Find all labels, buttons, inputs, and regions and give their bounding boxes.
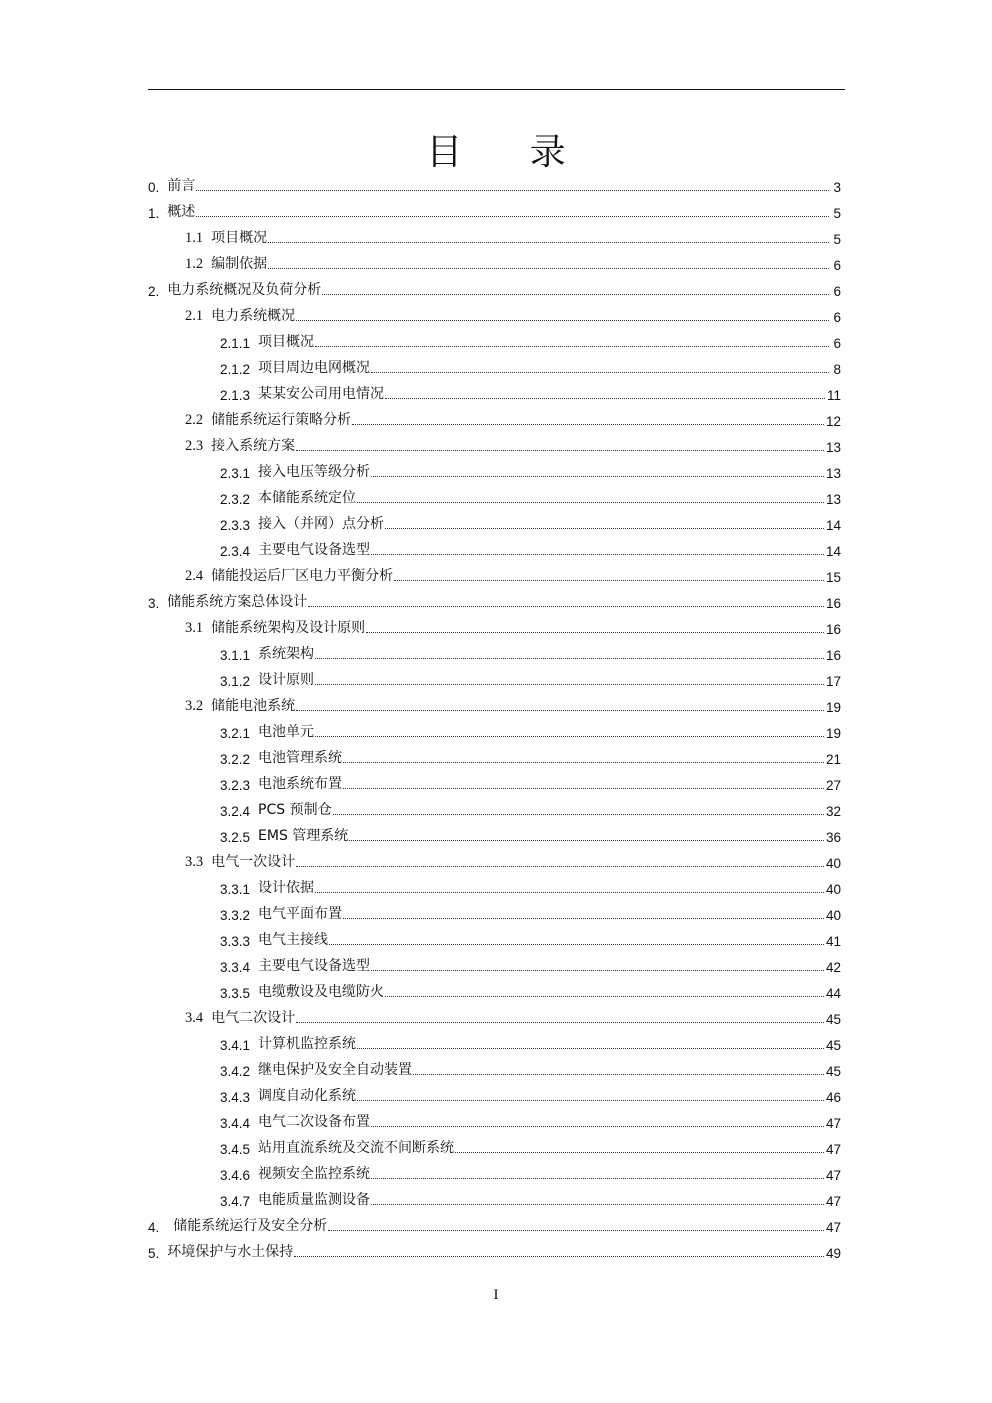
toc-entry[interactable]: [148, 793, 841, 819]
toc-entry[interactable]: [148, 1105, 841, 1131]
toc-entry-number: 2.1: [185, 308, 204, 324]
toc-entry-label: 设计原则: [258, 672, 315, 688]
toc-entry-number: 3.2.5: [220, 830, 251, 845]
toc-entry[interactable]: [148, 195, 841, 221]
toc-entry-label: 接入系统方案: [211, 438, 296, 454]
toc-entry-label: 电气主接线: [258, 932, 329, 948]
toc-entry-label: 项目概况: [211, 230, 268, 246]
toc-entry-leader: [349, 840, 824, 841]
toc-entry-page: 21: [825, 752, 841, 767]
toc-entry-page: 19: [825, 726, 841, 741]
toc-entry-leader: [315, 658, 824, 659]
toc-entry-page: 41: [825, 934, 841, 949]
toc-entry-page: 47: [825, 1168, 841, 1183]
toc-entry-label: 储能系统方案总体设计: [167, 594, 308, 610]
toc-entry-page: 40: [825, 908, 841, 923]
toc-entry-leader: [315, 346, 829, 347]
toc-entry-leader: [296, 1022, 824, 1023]
toc-entry-number: 2.4: [185, 568, 204, 584]
toc-entry-leader: [357, 1048, 824, 1049]
toc-entry-page: 17: [825, 674, 841, 689]
toc-entry-label: 本储能系统定位: [258, 490, 357, 506]
toc-entry-label: EMS 管理系统: [258, 828, 349, 844]
toc-entry-page: 27: [825, 778, 841, 793]
toc-entry[interactable]: [148, 767, 841, 793]
toc-entry[interactable]: [148, 845, 841, 871]
toc-entry-label: 某某安公司用电情况: [258, 386, 385, 402]
toc-entry-number: 1.2: [185, 256, 204, 272]
toc-entry[interactable]: [148, 559, 841, 585]
toc-entry-page: 11: [826, 388, 841, 403]
toc-entry-leader: [322, 294, 829, 295]
toc-entry-number: 2.2: [185, 412, 204, 428]
toc-entry-page: 40: [825, 856, 841, 871]
toc-entry-leader: [385, 398, 825, 399]
toc-entry-leader: [455, 1152, 824, 1153]
toc-entry-page: 42: [825, 960, 841, 975]
toc-entry-page: 49: [825, 1246, 841, 1261]
toc-entry-label: 电气一次设计: [211, 854, 296, 870]
toc-entry-page: 45: [825, 1012, 841, 1027]
toc-entry-leader: [413, 1074, 824, 1075]
toc-entry-leader: [294, 1256, 824, 1257]
toc-entry-page: 8: [833, 362, 841, 377]
toc-entry-number: 2.1.1: [220, 336, 251, 351]
toc-entry-leader: [343, 788, 824, 789]
toc-entry-number: 0.: [148, 180, 160, 195]
toc-entry-page: 36: [825, 830, 841, 845]
toc-entry[interactable]: [148, 741, 841, 767]
toc-entry-page: 6: [833, 284, 841, 299]
toc-entry-label: 调度自动化系统: [258, 1088, 357, 1104]
toc-entry-number: 3.1.1: [220, 648, 251, 663]
toc-entry-leader: [333, 814, 824, 815]
toc-entry-page: 44: [825, 986, 841, 1001]
toc-entry-leader: [268, 268, 829, 269]
footer-page-number: I: [493, 1287, 499, 1303]
toc-entry-label: PCS 预制仓: [258, 802, 332, 818]
toc-entry[interactable]: [148, 1183, 841, 1209]
toc-entry[interactable]: [148, 975, 841, 1001]
toc-entry[interactable]: [148, 247, 841, 273]
table-of-contents: [148, 169, 841, 1261]
toc-entry-page: 13: [825, 492, 841, 507]
toc-entry[interactable]: [148, 949, 841, 975]
toc-entry-leader: [385, 996, 824, 997]
toc-entry-label: 概述: [167, 204, 196, 220]
toc-entry-label: 项目概况: [258, 334, 315, 350]
toc-entry-leader: [371, 1178, 824, 1179]
toc-entry-number: 3.2.4: [220, 804, 251, 819]
toc-entry-page: 14: [825, 518, 841, 533]
toc-entry-number: 1.: [148, 206, 160, 221]
toc-entry-label: 接入（并网）点分析: [258, 516, 385, 532]
toc-entry-leader: [343, 918, 824, 919]
toc-entry[interactable]: [148, 1235, 841, 1261]
toc-entry-leader: [357, 1100, 824, 1101]
toc-entry-page: 16: [825, 648, 841, 663]
toc-entry-leader: [296, 710, 824, 711]
toc-entry-label: 电力系统概况及负荷分析: [167, 282, 322, 298]
toc-entry-label: 储能系统架构及设计原则: [211, 620, 366, 636]
toc-entry-label: 储能电池系统: [211, 698, 296, 714]
toc-entry-number: 3.1: [185, 620, 204, 636]
toc-entry-label: 编制依据: [211, 256, 268, 272]
toc-entry-label: 储能系统运行及安全分析: [173, 1218, 328, 1234]
toc-entry-label: 电气平面布置: [258, 906, 343, 922]
toc-entry-label: 前言: [167, 178, 196, 194]
toc-entry-number: 3.2: [185, 698, 204, 714]
toc-entry-page: 5: [833, 232, 841, 247]
toc-entry-page: 13: [825, 440, 841, 455]
toc-entry-number: 2.3.4: [220, 544, 251, 559]
toc-entry-number: 3.2.2: [220, 752, 251, 767]
toc-entry-number: 3.4.5: [220, 1142, 251, 1157]
toc-entry-leader: [315, 736, 824, 737]
toc-entry[interactable]: [148, 455, 841, 481]
toc-entry-label: 系统架构: [258, 646, 315, 662]
toc-entry[interactable]: [148, 611, 841, 637]
toc-entry-page: 15: [825, 570, 841, 585]
header-rule: [148, 89, 845, 90]
toc-entry-number: 2.3: [185, 438, 204, 454]
toc-entry-leader: [296, 320, 829, 321]
toc-entry-label: 电池系统布置: [258, 776, 343, 792]
toc-entry-label: 视频安全监控系统: [258, 1166, 371, 1182]
toc-entry-number: 3.3.1: [220, 882, 251, 897]
toc-entry-leader: [352, 424, 824, 425]
toc-entry-number: 3.2.1: [220, 726, 251, 741]
toc-entry-number: 3.3.5: [220, 986, 251, 1001]
toc-entry-leader: [296, 450, 824, 451]
toc-entry-page: 14: [825, 544, 841, 559]
toc-entry-page: 47: [825, 1220, 841, 1235]
toc-entry-leader: [385, 528, 824, 529]
toc-entry-number: 2.3.2: [220, 492, 251, 507]
toc-entry[interactable]: [148, 1079, 841, 1105]
toc-entry-label: 接入电压等级分析: [258, 464, 371, 480]
toc-entry-page: 13: [825, 466, 841, 481]
toc-entry[interactable]: [148, 403, 841, 429]
toc-entry-page: 40: [825, 882, 841, 897]
toc-entry[interactable]: [148, 325, 841, 351]
toc-entry-label: 电能质量监测设备: [258, 1192, 371, 1208]
toc-entry-leader: [308, 606, 824, 607]
toc-entry-label: 设计依据: [258, 880, 315, 896]
toc-entry[interactable]: [148, 1053, 841, 1079]
toc-entry-number: 3.1.2: [220, 674, 251, 689]
toc-entry-leader: [371, 970, 824, 971]
toc-entry[interactable]: [148, 585, 841, 611]
toc-entry-page: 16: [825, 622, 841, 637]
toc-entry-leader: [196, 190, 829, 191]
toc-entry-label: 主要电气设备选型: [258, 542, 371, 558]
toc-entry-number: 3.3.2: [220, 908, 251, 923]
toc-entry-leader: [329, 944, 824, 945]
toc-entry-label: 计算机监控系统: [258, 1036, 357, 1052]
toc-entry-leader: [315, 684, 824, 685]
toc-entry[interactable]: [148, 533, 841, 559]
toc-entry-leader: [394, 580, 824, 581]
toc-entry-leader: [315, 892, 824, 893]
toc-entry[interactable]: [148, 1157, 841, 1183]
toc-entry-page: 6: [833, 258, 841, 273]
toc-entry[interactable]: [148, 273, 841, 299]
toc-entry-leader: [343, 762, 824, 763]
toc-entry-number: 2.: [148, 284, 160, 299]
toc-entry-label: 储能系统运行策略分析: [211, 412, 352, 428]
toc-entry-label: 项目周边电网概况: [258, 360, 371, 376]
toc-entry-number: 2.1.3: [220, 388, 251, 403]
toc-entry-page: 47: [825, 1116, 841, 1131]
toc-entry-number: 3.3: [185, 854, 204, 870]
toc-entry-label: 电池单元: [258, 724, 315, 740]
toc-entry-page: 45: [825, 1064, 841, 1079]
toc-entry-number: 3.: [148, 596, 160, 611]
toc-entry-leader: [268, 242, 829, 243]
toc-entry-number: 3.4.2: [220, 1064, 251, 1079]
toc-entry[interactable]: [148, 637, 841, 663]
toc-entry[interactable]: [148, 221, 841, 247]
toc-entry-leader: [196, 216, 829, 217]
toc-entry-number: 3.4.7: [220, 1194, 251, 1209]
toc-entry-page: 12: [825, 414, 841, 429]
toc-entry-number: 3.4.1: [220, 1038, 251, 1053]
toc-entry-number: 2.1.2: [220, 362, 251, 377]
toc-entry[interactable]: [148, 715, 841, 741]
toc-entry[interactable]: [148, 819, 841, 845]
toc-entry-leader: [371, 1126, 824, 1127]
toc-entry[interactable]: [148, 507, 841, 533]
toc-entry[interactable]: [148, 897, 841, 923]
toc-entry[interactable]: [148, 169, 841, 195]
toc-entry-number: 2.3.3: [220, 518, 251, 533]
toc-entry[interactable]: [148, 871, 841, 897]
toc-entry[interactable]: [148, 923, 841, 949]
toc-entry-page: 45: [825, 1038, 841, 1053]
toc-entry[interactable]: [148, 1209, 841, 1235]
toc-entry-label: 储能投运后厂区电力平衡分析: [211, 568, 394, 584]
toc-entry-page: 6: [833, 336, 841, 351]
toc-entry-number: 3.4.6: [220, 1168, 251, 1183]
toc-entry-number: 3.4.3: [220, 1090, 251, 1105]
toc-entry-page: 32: [825, 804, 841, 819]
toc-entry-leader: [328, 1230, 824, 1231]
toc-entry[interactable]: [148, 663, 841, 689]
toc-entry-page: 3: [833, 180, 841, 195]
toc-entry-leader: [366, 632, 824, 633]
toc-entry-number: 2.3.1: [220, 466, 251, 481]
toc-entry-page: 16: [825, 596, 841, 611]
toc-entry[interactable]: [148, 1001, 841, 1027]
toc-entry-page: 47: [825, 1194, 841, 1209]
toc-entry[interactable]: [148, 481, 841, 507]
toc-entry-page: 46: [825, 1090, 841, 1105]
toc-entry-page: 19: [825, 700, 841, 715]
toc-entry[interactable]: [148, 689, 841, 715]
toc-entry-label: 电池管理系统: [258, 750, 343, 766]
toc-entry-number: 4.: [148, 1220, 160, 1235]
toc-entry[interactable]: [148, 299, 841, 325]
page-title: 目 录: [426, 132, 594, 173]
toc-entry-number: 3.3.3: [220, 934, 251, 949]
toc-entry-page: 6: [833, 310, 841, 325]
toc-entry-label: 电力系统概况: [211, 308, 296, 324]
toc-entry-number: 1.1: [185, 230, 204, 246]
toc-entry-label: 站用直流系统及交流不间断系统: [258, 1140, 455, 1156]
toc-entry[interactable]: [148, 377, 841, 403]
toc-entry[interactable]: [148, 351, 841, 377]
toc-entry-leader: [296, 866, 824, 867]
toc-entry-number: 3.4.4: [220, 1116, 251, 1131]
toc-entry-page: 5: [833, 206, 841, 221]
toc-entry-number: 5.: [148, 1246, 160, 1261]
toc-entry[interactable]: [148, 1131, 841, 1157]
toc-entry[interactable]: [148, 1027, 841, 1053]
toc-entry-label: 主要电气设备选型: [258, 958, 371, 974]
toc-entry-label: 电缆敷设及电缆防火: [258, 984, 385, 1000]
toc-entry-page: 47: [825, 1142, 841, 1157]
toc-entry-number: 3.3.4: [220, 960, 251, 975]
toc-entry-label: 继电保护及安全自动装置: [258, 1062, 413, 1078]
toc-entry-label: 电气二次设备布置: [258, 1114, 371, 1130]
toc-entry-leader: [371, 476, 824, 477]
toc-entry-leader: [371, 372, 829, 373]
toc-entry-leader: [357, 502, 824, 503]
toc-entry[interactable]: [148, 429, 841, 455]
toc-entry-leader: [371, 1204, 824, 1205]
toc-entry-number: 3.4: [185, 1010, 204, 1026]
toc-entry-leader: [371, 554, 824, 555]
toc-entry-label: 环境保护与水土保持: [167, 1244, 294, 1260]
toc-entry-number: 3.2.3: [220, 778, 251, 793]
toc-entry-label: 电气二次设计: [211, 1010, 296, 1026]
